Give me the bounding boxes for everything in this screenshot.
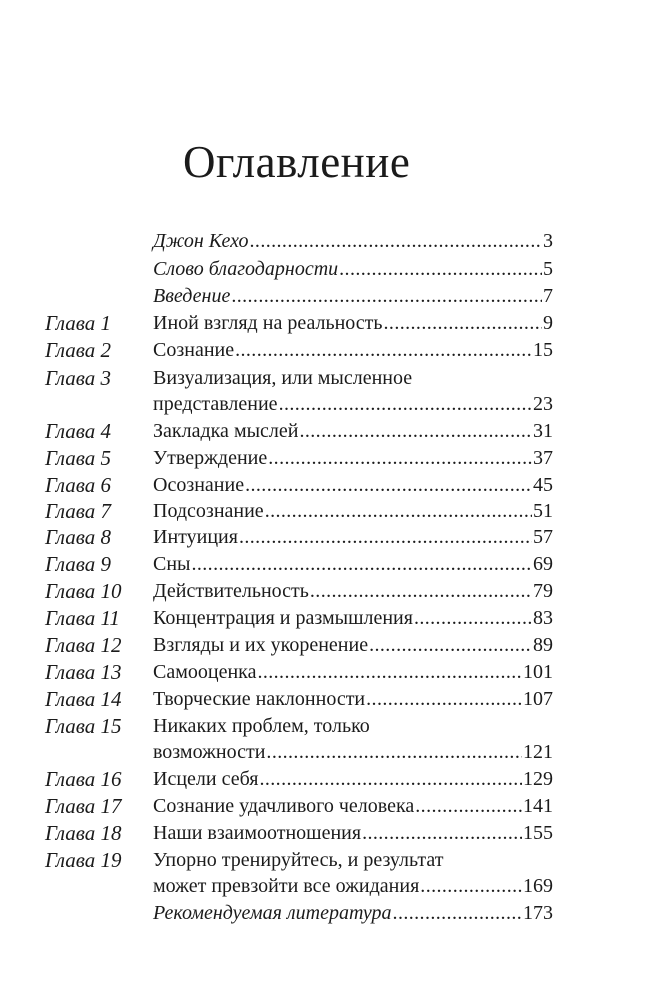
entry-title: Введение: [153, 285, 231, 307]
dot-leader: [259, 766, 522, 792]
dot-leader: [366, 686, 522, 712]
chapter-label: Глава 18: [45, 821, 122, 845]
page-number: 107: [523, 688, 553, 710]
entry-title: Действительность: [153, 580, 309, 602]
toc-line: [153, 739, 553, 765]
toc-entry[interactable]: [0, 873, 648, 899]
page-number: 5: [543, 258, 553, 280]
toc-line: [153, 391, 553, 417]
chapter-label: Глава 2: [45, 338, 111, 362]
page-number: 37: [533, 447, 553, 469]
toc-entry[interactable]: [0, 498, 648, 524]
chapter-label: Глава 3: [45, 366, 111, 390]
chapter-label: Глава 6: [45, 473, 111, 497]
page-number: 15: [533, 339, 553, 361]
toc-line: [153, 283, 553, 309]
page-number: 129: [523, 768, 553, 790]
toc-line: [153, 578, 553, 604]
chapter-label: Глава 19: [45, 848, 122, 872]
entry-title: Сознание удачливого человека: [153, 795, 415, 817]
entry-title: Подсознание: [153, 500, 264, 522]
page-number: 141: [523, 795, 553, 817]
entry-title: Творческие наклонности: [153, 688, 366, 710]
dot-leader: [393, 900, 522, 926]
entry-title: Сознание: [153, 339, 235, 361]
chapter-label: Глава 5: [45, 446, 111, 470]
chapter-label: Глава 9: [45, 552, 111, 576]
chapter-label: Глава 10: [45, 579, 122, 603]
toc-line: [153, 337, 553, 363]
dot-leader: [339, 256, 542, 282]
toc-entry[interactable]: [0, 551, 648, 577]
toc-line: [153, 793, 553, 819]
page-number: 23: [533, 393, 553, 415]
toc-entry[interactable]: [0, 632, 648, 658]
toc-line: [153, 228, 553, 254]
toc-line: [153, 310, 553, 336]
entry-title: Осознание: [153, 474, 245, 496]
dot-leader: [299, 418, 532, 444]
entry-title: представление: [153, 393, 278, 415]
toc-entry[interactable]: [0, 793, 648, 819]
toc-entry[interactable]: [0, 659, 648, 685]
dot-leader: [191, 551, 532, 577]
toc-entry[interactable]: [0, 524, 648, 550]
dot-leader: [369, 632, 532, 658]
entry-title: возможности: [153, 741, 266, 763]
page-number: 45: [533, 474, 553, 496]
dot-leader: [235, 337, 532, 363]
dot-leader: [265, 498, 532, 524]
dot-leader: [268, 445, 532, 471]
toc-entry-line: [0, 365, 648, 391]
toc-line: [153, 686, 553, 712]
toc-entry[interactable]: [0, 445, 648, 471]
dot-leader: [362, 820, 522, 846]
page-number: 7: [543, 285, 553, 307]
toc-entry[interactable]: [0, 472, 648, 498]
toc-line: [153, 659, 553, 685]
toc-line: [153, 632, 553, 658]
entry-title: Слово благодарности: [153, 258, 339, 280]
entry-title: Взгляды и их укоренение: [153, 634, 369, 656]
page-number: 51: [533, 500, 553, 522]
entry-title: Исцели себя: [153, 768, 259, 790]
entry-title: может превзойти все ожидания: [153, 875, 420, 897]
page-number: 155: [523, 822, 553, 844]
dot-leader: [239, 524, 532, 550]
chapter-label: Глава 8: [45, 525, 111, 549]
entry-title: Джон Кехо: [153, 230, 249, 252]
dot-leader: [266, 739, 522, 765]
page-number: 121: [523, 741, 553, 763]
toc-entry[interactable]: [0, 900, 648, 926]
toc-entry[interactable]: [0, 766, 648, 792]
chapter-label: Глава 1: [45, 311, 111, 335]
toc-entry[interactable]: [0, 820, 648, 846]
chapter-label: Глава 13: [45, 660, 122, 684]
page-number: 83: [533, 607, 553, 629]
page-number: 101: [523, 661, 553, 683]
chapter-label: Глава 17: [45, 794, 122, 818]
dot-leader: [250, 228, 542, 254]
toc-entry[interactable]: [0, 256, 648, 282]
toc-entry[interactable]: [0, 605, 648, 631]
toc-line: [153, 820, 553, 846]
toc-entry[interactable]: [0, 418, 648, 444]
page-title: Оглавление: [183, 137, 411, 187]
entry-title: Сны: [153, 553, 191, 575]
chapter-label: Глава 16: [45, 767, 122, 791]
toc-line: [153, 418, 553, 444]
entry-title: Иной взгляд на реальность: [153, 312, 383, 334]
entry-title-line: Визуализация, или мысленное: [153, 367, 413, 389]
toc-entry[interactable]: [0, 391, 648, 417]
toc-line: [153, 873, 553, 899]
chapter-label: Глава 4: [45, 419, 111, 443]
toc-entry[interactable]: [0, 337, 648, 363]
toc-line: [153, 766, 553, 792]
dot-leader: [415, 793, 522, 819]
page-number: 89: [533, 634, 553, 656]
entry-title: Рекомендуемая литература: [153, 902, 392, 924]
entry-title: Закладка мыслей: [153, 420, 299, 442]
toc-entry-line: [0, 847, 648, 873]
toc-entry[interactable]: [0, 739, 648, 765]
toc-line: [153, 605, 553, 631]
toc-line: [153, 524, 553, 550]
page-number: 169: [523, 875, 553, 897]
dot-leader: [257, 659, 522, 685]
toc-line: [153, 472, 553, 498]
dot-leader: [420, 873, 522, 899]
page-number: 173: [523, 902, 553, 924]
dot-leader: [245, 472, 532, 498]
toc-line: [153, 900, 553, 926]
dot-leader: [231, 283, 542, 309]
toc-line: [153, 445, 553, 471]
toc-entry-line: [0, 713, 648, 739]
toc-entry[interactable]: [0, 283, 648, 309]
page-number: 9: [543, 312, 553, 334]
page-number: 57: [533, 526, 553, 548]
dot-leader: [414, 605, 532, 631]
dot-leader: [279, 391, 532, 417]
toc-line: [153, 256, 553, 282]
toc-entry[interactable]: [0, 578, 648, 604]
entry-title: Наши взаимоотношения: [153, 822, 362, 844]
chapter-label: Глава 12: [45, 633, 122, 657]
toc-line: [153, 498, 553, 524]
dot-leader: [310, 578, 532, 604]
toc-entry[interactable]: [0, 686, 648, 712]
entry-title-line: Никаких проблем, только: [153, 715, 370, 737]
entry-title: Утверждение: [153, 447, 268, 469]
page-number: 3: [543, 230, 553, 252]
chapter-label: Глава 14: [45, 687, 122, 711]
entry-title-line: Упорно тренируйтесь, и результат: [153, 849, 444, 871]
page-number: 79: [533, 580, 553, 602]
page-number: 31: [533, 420, 553, 442]
chapter-label: Глава 7: [45, 499, 111, 523]
toc-entry[interactable]: [0, 228, 648, 254]
entry-title: Интуиция: [153, 526, 238, 548]
toc-entry[interactable]: [0, 310, 648, 336]
chapter-label: Глава 15: [45, 714, 122, 738]
page-number: 69: [533, 553, 553, 575]
entry-title: Самооценка: [153, 661, 257, 683]
dot-leader: [384, 310, 542, 336]
chapter-label: Глава 11: [45, 606, 120, 630]
toc-line: [153, 551, 553, 577]
entry-title: Концентрация и размышления: [153, 607, 413, 629]
